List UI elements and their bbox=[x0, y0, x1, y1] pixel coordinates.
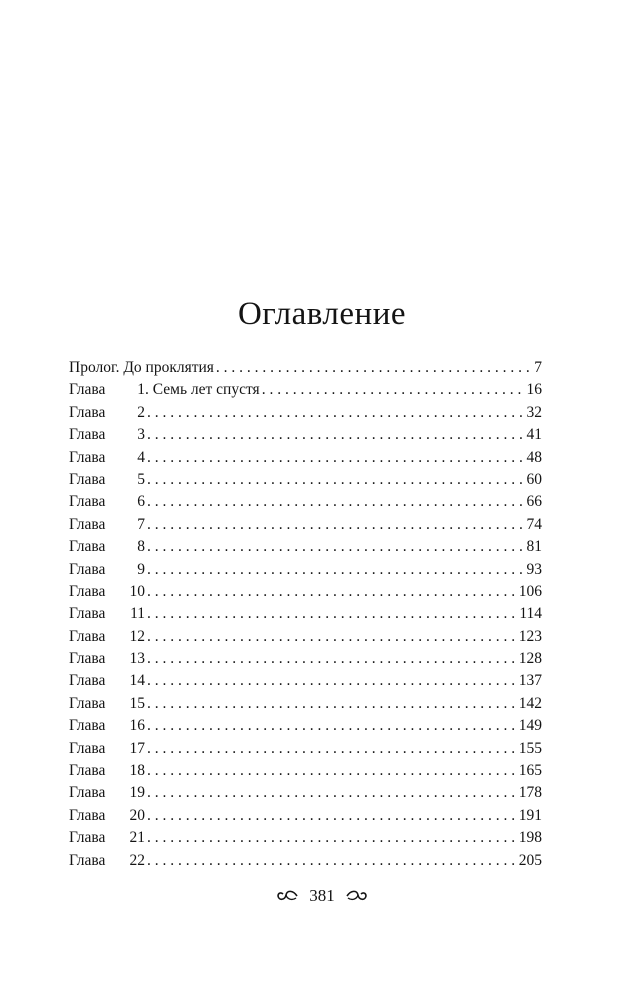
toc-entry-label bbox=[69, 852, 145, 870]
dot-leader bbox=[260, 381, 525, 399]
toc-chapter-word: Глава bbox=[69, 560, 106, 578]
toc-chapter-number: 8 bbox=[137, 538, 145, 556]
toc-entry bbox=[69, 516, 542, 538]
toc-chapter-number: 13 bbox=[129, 650, 145, 668]
toc-chapter-word: Глава bbox=[69, 470, 106, 488]
toc-entry bbox=[69, 628, 542, 650]
toc-entry-label bbox=[69, 404, 145, 422]
toc-entry bbox=[69, 672, 542, 694]
toc-entry-label bbox=[69, 538, 145, 556]
toc-chapter-word: Глава bbox=[69, 403, 106, 421]
toc-entry-label bbox=[69, 650, 145, 668]
toc-page-number: 7 bbox=[534, 359, 542, 376]
toc-chapter-number: 21 bbox=[129, 829, 145, 847]
toc-entry bbox=[69, 583, 542, 605]
toc-entry-label: Пролог. До проклятия bbox=[69, 359, 214, 376]
toc-entry bbox=[69, 426, 542, 448]
dot-leader bbox=[145, 650, 517, 668]
dot-leader bbox=[145, 784, 517, 802]
toc-entry-label bbox=[69, 717, 145, 735]
dot-leader bbox=[145, 583, 517, 601]
toc-chapter-number: 15 bbox=[129, 694, 145, 712]
toc-chapter-word: Глава bbox=[69, 739, 106, 757]
toc-chapter-word: Глава bbox=[69, 717, 106, 735]
toc-chapter-number: 17 bbox=[129, 739, 145, 757]
toc-chapter-number: 7 bbox=[137, 515, 145, 533]
toc-entry-label bbox=[69, 605, 145, 623]
toc-page-number: 41 bbox=[526, 426, 542, 444]
toc-entry bbox=[69, 717, 542, 739]
toc-chapter-word: Глава bbox=[69, 538, 106, 556]
toc-chapter-word: Глава bbox=[69, 426, 106, 444]
toc-page-number: 114 bbox=[519, 605, 542, 623]
toc-page-number: 16 bbox=[526, 381, 542, 399]
toc-entry bbox=[69, 762, 542, 784]
toc-chapter-word: Глава bbox=[69, 672, 106, 690]
toc-chapter-number: 20 bbox=[129, 806, 145, 824]
toc-entry bbox=[69, 740, 542, 762]
toc-page-number: 93 bbox=[526, 560, 542, 578]
flourish-ornament-right-icon bbox=[345, 889, 367, 903]
toc-page-number: 128 bbox=[518, 650, 542, 668]
dot-leader bbox=[145, 605, 517, 623]
dot-leader bbox=[145, 426, 525, 444]
toc-entry bbox=[69, 561, 542, 583]
toc-entry bbox=[69, 359, 542, 381]
dot-leader bbox=[145, 516, 525, 534]
dot-leader bbox=[145, 471, 525, 489]
toc-chapter-number: 16 bbox=[129, 717, 145, 735]
toc-chapter-word: Глава bbox=[69, 650, 106, 668]
page-title: Оглавление bbox=[237, 296, 407, 332]
toc-chapter-number: 14 bbox=[129, 672, 145, 690]
toc-entry-label bbox=[69, 449, 145, 467]
toc-page-number: 66 bbox=[526, 493, 542, 511]
toc-entry-label bbox=[69, 516, 145, 534]
toc-chapter-number: 5 bbox=[137, 470, 145, 488]
toc-entry bbox=[69, 852, 542, 874]
toc-entry bbox=[69, 538, 542, 560]
dot-leader bbox=[145, 561, 525, 579]
toc-chapter-word: Глава bbox=[69, 694, 106, 712]
toc-page-number: 32 bbox=[526, 403, 542, 421]
dot-leader bbox=[145, 628, 517, 646]
toc-page-number: 74 bbox=[526, 515, 542, 533]
dot-leader bbox=[145, 762, 517, 780]
toc-page-number: 137 bbox=[518, 672, 542, 690]
toc-page-number: 165 bbox=[518, 762, 542, 780]
toc-entry-label bbox=[69, 740, 145, 758]
dot-leader bbox=[145, 538, 525, 556]
toc-entry bbox=[69, 493, 542, 515]
toc-page-number: 81 bbox=[526, 538, 542, 556]
toc-chapter-number: 6 bbox=[137, 493, 145, 511]
toc-chapter-word: Глава bbox=[69, 806, 106, 824]
toc-page-number: 149 bbox=[518, 717, 542, 735]
toc-chapter-word: Глава bbox=[69, 515, 106, 533]
toc-chapter-number: 9 bbox=[137, 560, 145, 578]
toc-entry-label bbox=[69, 426, 145, 444]
toc-chapter-word: Глава bbox=[69, 605, 106, 623]
toc-entry-label bbox=[69, 762, 145, 780]
toc-entry bbox=[69, 471, 542, 493]
toc-entry-label bbox=[69, 381, 260, 399]
toc-entry bbox=[69, 404, 542, 426]
toc-chapter-word: Глава bbox=[69, 851, 106, 869]
toc-list bbox=[69, 359, 542, 874]
dot-leader bbox=[145, 829, 517, 847]
flourish-ornament-left-icon bbox=[277, 889, 299, 903]
page-folio bbox=[0, 885, 644, 906]
dot-leader bbox=[145, 740, 517, 758]
toc-entry-label bbox=[69, 583, 145, 601]
page-number: 381 bbox=[309, 886, 335, 906]
toc-entry-label bbox=[69, 695, 145, 713]
toc-entry-label bbox=[69, 493, 145, 511]
toc-entry bbox=[69, 784, 542, 806]
toc-chapter-number: 22 bbox=[129, 851, 145, 869]
toc-entry bbox=[69, 807, 542, 829]
dot-leader bbox=[145, 404, 525, 422]
toc-chapter-word: Глава bbox=[69, 627, 106, 645]
toc-chapter-number: 4 bbox=[137, 448, 145, 466]
toc-chapter-number: 19 bbox=[129, 784, 145, 802]
toc-chapter-number: 3 bbox=[137, 426, 145, 444]
toc-chapter-word: Глава bbox=[69, 829, 106, 847]
toc-chapter-number: 11 bbox=[130, 605, 145, 623]
toc-entry bbox=[69, 695, 542, 717]
toc-chapter-number: 1 bbox=[137, 381, 145, 399]
toc-chapter-word: Глава bbox=[69, 448, 106, 466]
toc-chapter-word: Глава bbox=[69, 762, 106, 780]
toc-chapter-number: 2 bbox=[137, 403, 145, 421]
dot-leader bbox=[145, 449, 525, 467]
dot-leader bbox=[145, 672, 517, 690]
toc-entry-label bbox=[69, 628, 145, 646]
dot-leader bbox=[145, 493, 525, 511]
toc-entry-label bbox=[69, 784, 145, 802]
toc-entry-label bbox=[69, 471, 145, 489]
toc-page-number: 106 bbox=[518, 582, 542, 600]
toc-page-number: 178 bbox=[518, 784, 542, 802]
toc-chapter-word: Глава bbox=[69, 582, 106, 600]
toc-page-number: 155 bbox=[518, 739, 542, 757]
toc-chapter-number: 18 bbox=[129, 762, 145, 780]
toc-entry bbox=[69, 829, 542, 851]
toc-chapter-word: Глава bbox=[69, 784, 106, 802]
toc-entry-label bbox=[69, 829, 145, 847]
toc-entry bbox=[69, 605, 542, 627]
dot-leader bbox=[145, 695, 517, 713]
toc-page-number: 123 bbox=[518, 627, 542, 645]
toc-chapter-number: 12 bbox=[129, 627, 145, 645]
dot-leader bbox=[145, 717, 517, 735]
toc-page-number: 60 bbox=[526, 470, 542, 488]
toc-entry bbox=[69, 650, 542, 672]
toc-entry bbox=[69, 381, 542, 403]
toc-entry-label bbox=[69, 561, 145, 579]
toc-chapter-word: Глава bbox=[69, 381, 106, 399]
toc-chapter-number: 10 bbox=[129, 582, 145, 600]
dot-leader bbox=[214, 359, 532, 377]
dot-leader bbox=[145, 852, 517, 870]
dot-leader bbox=[145, 807, 517, 825]
toc-chapter-title: . Семь лет спустя bbox=[145, 381, 260, 399]
toc-entry bbox=[69, 449, 542, 471]
toc-page-number: 142 bbox=[518, 694, 542, 712]
toc-entry-label bbox=[69, 672, 145, 690]
toc-page-number: 205 bbox=[518, 851, 542, 869]
toc-page-number: 198 bbox=[518, 829, 542, 847]
toc-page-number: 191 bbox=[518, 806, 542, 824]
toc-chapter-word: Глава bbox=[69, 493, 106, 511]
toc-entry-label bbox=[69, 807, 145, 825]
toc-page-number: 48 bbox=[526, 448, 542, 466]
